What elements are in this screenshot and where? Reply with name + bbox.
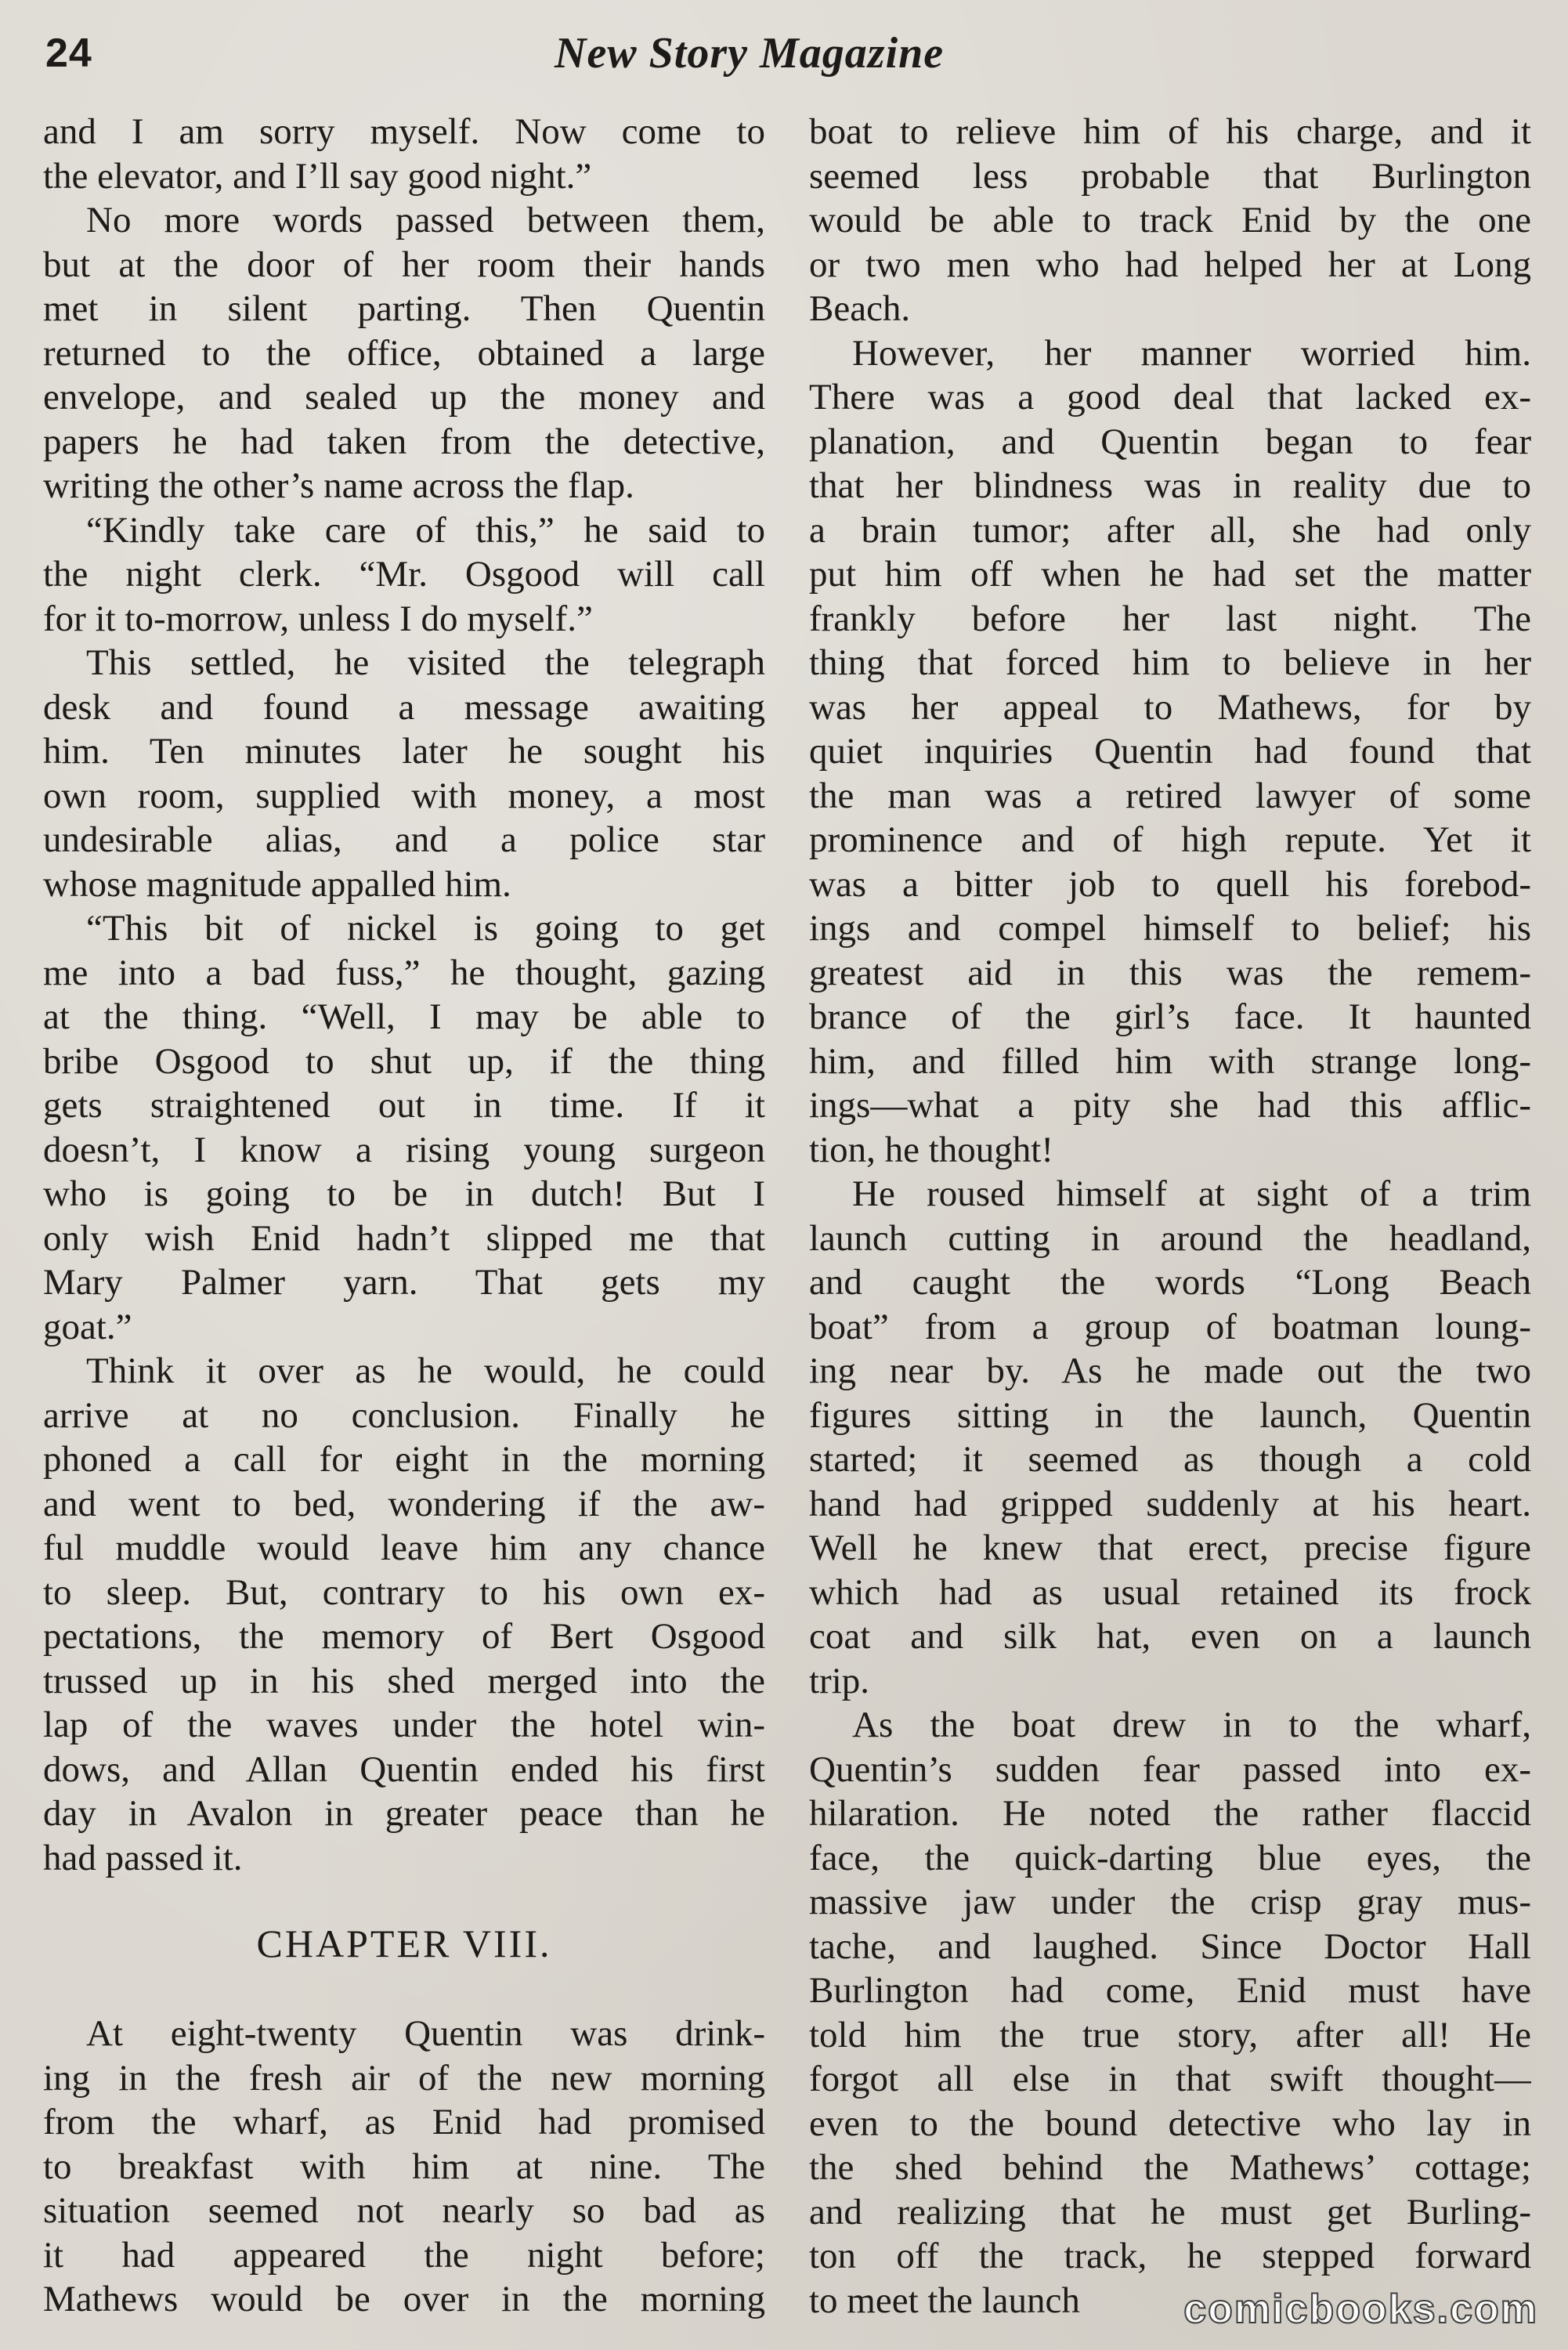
text-line: Mary Palmer yarn. That gets my — [43, 1262, 765, 1303]
text-line: undesirable alias, and a police star — [43, 819, 765, 860]
text-line: tache, and laughed. Since Doctor Hall — [809, 1925, 1531, 1967]
text-line: was a bitter job to quell his forebod- — [809, 863, 1531, 905]
text-line: tion, he thought! — [809, 1129, 1053, 1170]
text-line: seemed less probable that Burlington — [809, 155, 1531, 197]
text-line: a brain tumor; after all, she had only — [809, 509, 1531, 551]
text-line: met in silent parting. Then Quentin — [43, 288, 765, 329]
text-line: ing near by. As he made out the two — [809, 1350, 1531, 1391]
text-line: launch cutting in around the headland, — [809, 1217, 1531, 1259]
left-column — [43, 110, 765, 2322]
text-line: phoned a call for eight in the morning — [43, 1439, 765, 1480]
text-line: me into a bad fuss,” he thought, gazing — [43, 952, 765, 993]
text-line: to sleep. But, contrary to his own ex- — [43, 1571, 765, 1613]
text-line: pectations, the memory of Bert Osgood — [43, 1616, 765, 1657]
text-line: Think it over as he would, he could — [86, 1350, 765, 1391]
text-line: desk and found a message awaiting — [43, 686, 765, 728]
text-line: would be able to track Enid by the one — [809, 200, 1531, 240]
text-line: Beach. — [809, 288, 911, 329]
text-line: had passed it. — [43, 1837, 243, 1878]
text-line: boat to relieve him of his charge, and it — [809, 111, 1531, 152]
text-line: it had appeared the night before; — [43, 2234, 765, 2276]
text-line: the elevator, and I’ll say good night.” — [43, 155, 592, 197]
text-line: to breakfast with him at nine. The — [43, 2146, 765, 2187]
text-line: told him the true story, after all! He — [809, 2014, 1531, 2055]
text-line: quiet inquiries Quentin had found that — [809, 731, 1531, 772]
text-line: bribe Osgood to shut up, if the thing — [43, 1040, 765, 1082]
text-line: writing the other’s name across the flap. — [43, 465, 634, 506]
text-line: for it to-morrow, unless I do myself.” — [43, 598, 593, 639]
text-line: who is going to be in dutch! But I — [43, 1173, 765, 1214]
text-line: trip. — [809, 1660, 870, 1701]
text-line: doesn’t, I know a rising young surgeon — [43, 1129, 765, 1170]
text-line: brance of the girl’s face. It haunted — [809, 996, 1531, 1037]
text-line: There was a good deal that lacked ex- — [809, 377, 1531, 418]
text-line: at the thing. “Well, I may be able to — [43, 996, 765, 1037]
chapter-title: CHAPTER VIII. — [256, 1922, 552, 1965]
text-line: hilaration. He noted the rather flaccid — [809, 1793, 1531, 1834]
text-line: dows, and Allan Quentin ended his first — [43, 1748, 765, 1790]
text-line: ton off the track, he stepped forward — [809, 2236, 1531, 2276]
text-line: face, the quick-darting blue eyes, the — [809, 1837, 1531, 1878]
text-line: Mathews would be over in the morning — [43, 2279, 765, 2319]
text-line: ing in the fresh air of the new morning — [43, 2057, 765, 2099]
text-line: him. Ten minutes later he sought his — [43, 731, 765, 772]
text-line: This settled, he visited the telegraph — [86, 642, 765, 683]
left-column-text-before-chapter — [43, 110, 765, 1880]
page-header — [38, 24, 1530, 86]
text-line: even to the bound detective who lay in — [809, 2102, 1531, 2144]
chapter-heading-block — [43, 1880, 765, 2012]
text-line: returned to the office, obtained a large — [43, 332, 765, 374]
text-line: ings—what a pity she had this afflic- — [809, 1085, 1531, 1126]
page-number: 24 — [45, 31, 92, 76]
text-line: boat” from a group of boatman loung- — [809, 1306, 1531, 1347]
text-line: to meet the launch — [809, 2280, 1080, 2321]
text-line: lap of the waves under the hotel win- — [43, 1705, 765, 1745]
text-line: ful muddle would leave him any chance — [43, 1528, 765, 1568]
text-line: However, her manner worried him. — [852, 332, 1531, 374]
text-line: coat and silk hat, even on a launch — [809, 1616, 1531, 1657]
text-line: greatest aid in this was the remem- — [809, 952, 1531, 993]
left-column-text-after-chapter — [43, 2012, 765, 2322]
text-line: thing that forced him to believe in her — [809, 642, 1531, 683]
text-line: whose magnitude appalled him. — [43, 863, 511, 905]
text-line: figures sitting in the launch, Quentin — [809, 1394, 1531, 1436]
text-line: hand had gripped suddenly at his heart. — [809, 1483, 1531, 1524]
text-line: frankly before her last night. The — [809, 598, 1531, 639]
text-line: which had as usual retained its frock — [809, 1571, 1531, 1613]
text-line: papers he had taken from the detective, — [43, 421, 765, 462]
text-line: goat.” — [43, 1306, 132, 1347]
text-line: He roused himself at sight of a trim — [852, 1173, 1531, 1214]
text-line: that her blindness was in reality due to — [809, 465, 1531, 506]
text-line: No more words passed between them, — [86, 200, 765, 240]
text-line: from the wharf, as Enid had promised — [43, 2102, 765, 2142]
text-line: situation seemed not nearly so bad as — [43, 2190, 765, 2231]
text-line: or two men who had helped her at Long — [809, 244, 1531, 285]
right-column — [809, 110, 1531, 2323]
watermark: comicbooks.com — [1183, 2287, 1538, 2332]
text-line: started; it seemed as though a cold — [809, 1439, 1531, 1480]
text-line: and caught the words “Long Beach — [809, 1262, 1531, 1303]
magazine-title: New Story Magazine — [555, 29, 945, 78]
text-line: “Kindly take care of this,” he said to — [86, 509, 765, 551]
text-line: “This bit of nickel is going to get — [86, 908, 765, 949]
text-line: gets straightened out in time. If it — [43, 1085, 765, 1126]
right-column-text — [809, 110, 1531, 2323]
text-line: trussed up in his shed merged into the — [43, 1660, 765, 1701]
text-line: him, and filled him with strange long- — [809, 1040, 1531, 1082]
text-line: own room, supplied with money, a most — [43, 775, 765, 816]
text-line: put him off when he had set the matter — [809, 554, 1531, 595]
text-line: only wish Enid hadn’t slipped me that — [43, 1217, 765, 1259]
text-line: the man was a retired lawyer of some — [809, 775, 1531, 816]
text-line: the shed behind the Mathews’ cottage; — [809, 2147, 1531, 2188]
text-line: and went to bed, wondering if the aw- — [43, 1483, 765, 1524]
text-line: but at the door of her room their hands — [43, 244, 765, 285]
text-line: Quentin’s sudden fear passed into ex- — [809, 1748, 1531, 1790]
text-line: At eight-twenty Quentin was drink- — [86, 2013, 765, 2054]
text-line: and I am sorry myself. Now come to — [43, 111, 765, 152]
text-line: the night clerk. “Mr. Osgood will call — [43, 554, 765, 595]
text-line: ings and compel himself to belief; his — [809, 908, 1531, 949]
text-line: envelope, and sealed up the money and — [43, 377, 765, 418]
text-line: Well he knew that erect, precise figure — [809, 1528, 1531, 1568]
text-line: prominence and of high repute. Yet it — [809, 819, 1531, 860]
text-line: massive jaw under the crisp gray mus- — [809, 1882, 1531, 1922]
text-line: was her appeal to Mathews, for by — [809, 686, 1531, 728]
text-line: As the boat drew in to the wharf, — [852, 1705, 1531, 1745]
text-line: and realizing that he must get Burling- — [809, 2191, 1531, 2232]
text-line: arrive at no conclusion. Finally he — [43, 1394, 765, 1436]
text-line: Burlington had come, Enid must have — [809, 1970, 1531, 2011]
text-line: forgot all else in that swift thought— — [809, 2059, 1531, 2099]
text-line: planation, and Quentin began to fear — [809, 421, 1531, 462]
text-line: day in Avalon in greater peace than he — [43, 1793, 765, 1834]
